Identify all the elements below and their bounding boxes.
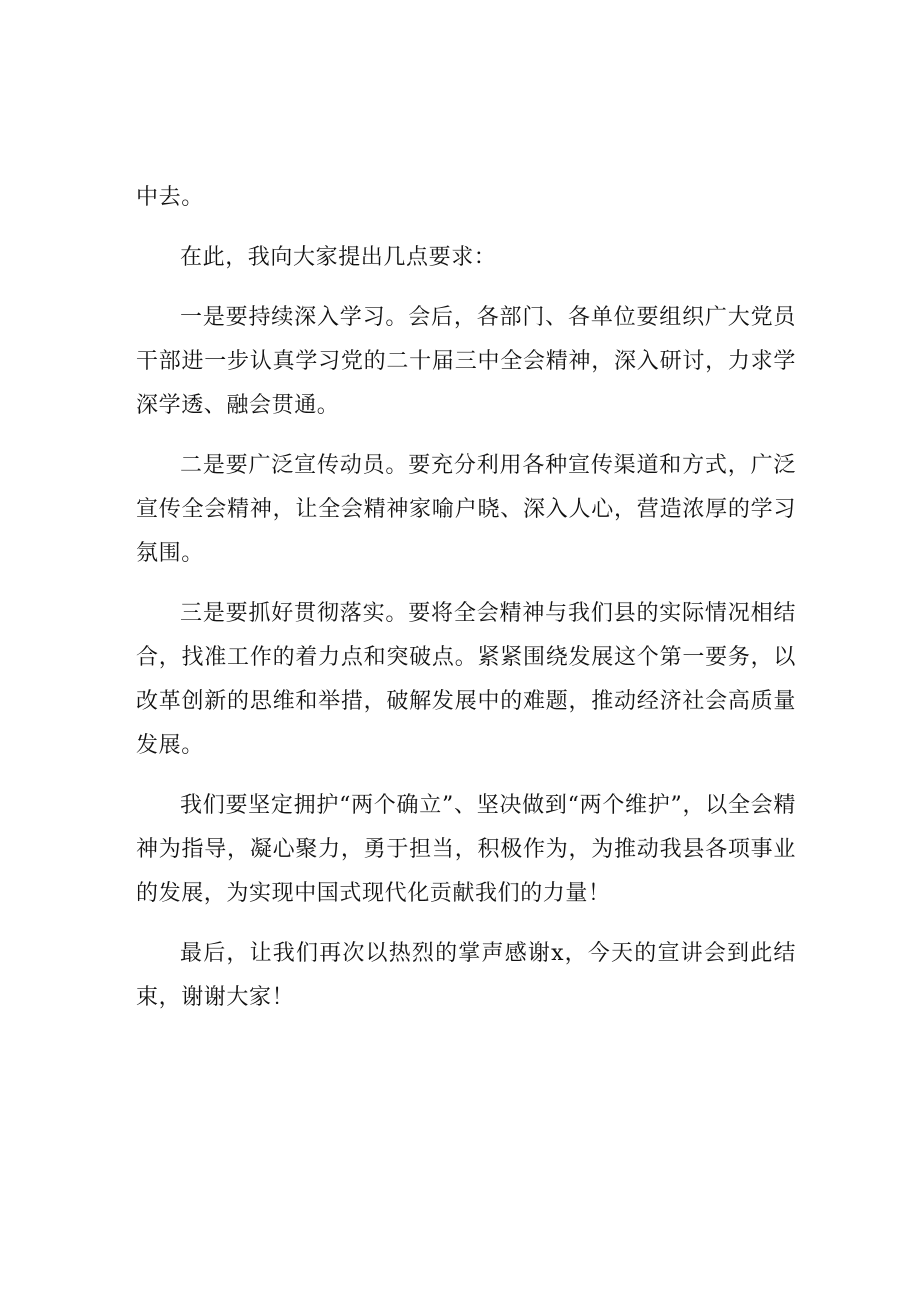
paragraph-continuation: 中去。 bbox=[136, 185, 204, 210]
paragraph-requirement-study: 一是要持续深入学习。会后，各部门、各单位要组织广大党员干部进一步认真学习党的二十届三中全会精神，深入研讨，力求学深学透、融会贯通。 bbox=[136, 305, 796, 418]
paragraph-closing: 最后，让我们再次以热烈的掌声感谢x，今天的宣讲会到此结束，谢谢大家！ bbox=[136, 941, 796, 1010]
paragraph-conclusion-call: 我们要坚定拥护“两个确立”、坚决做到“两个维护”，以全会精神为指导，凝心聚力，勇于担当，积极作为，为推动我县各项事业的发展，为实现中国式现代化贡献我们的力量！ bbox=[136, 793, 796, 906]
paragraph-requirement-implementation: 三是要抓好贯彻落实。要将全会精神与我们县的实际情况相结合，找准工作的着力点和突破点。紧紧围绕发展这个第一要务，以改革创新的思维和举措，破解发展中的难题，推动经济社会高质量发展。 bbox=[136, 601, 796, 758]
paragraph-requirement-publicity: 二是要广泛宣传动员。要充分利用各种宣传渠道和方式，广泛宣传全会精神，让全会精神家喻户晓、深入人心，营造浓厚的学习氛围。 bbox=[136, 453, 796, 566]
document-body bbox=[136, 176, 796, 1036]
paragraph-requirements-intro: 在此，我向大家提出几点要求： bbox=[180, 245, 497, 270]
